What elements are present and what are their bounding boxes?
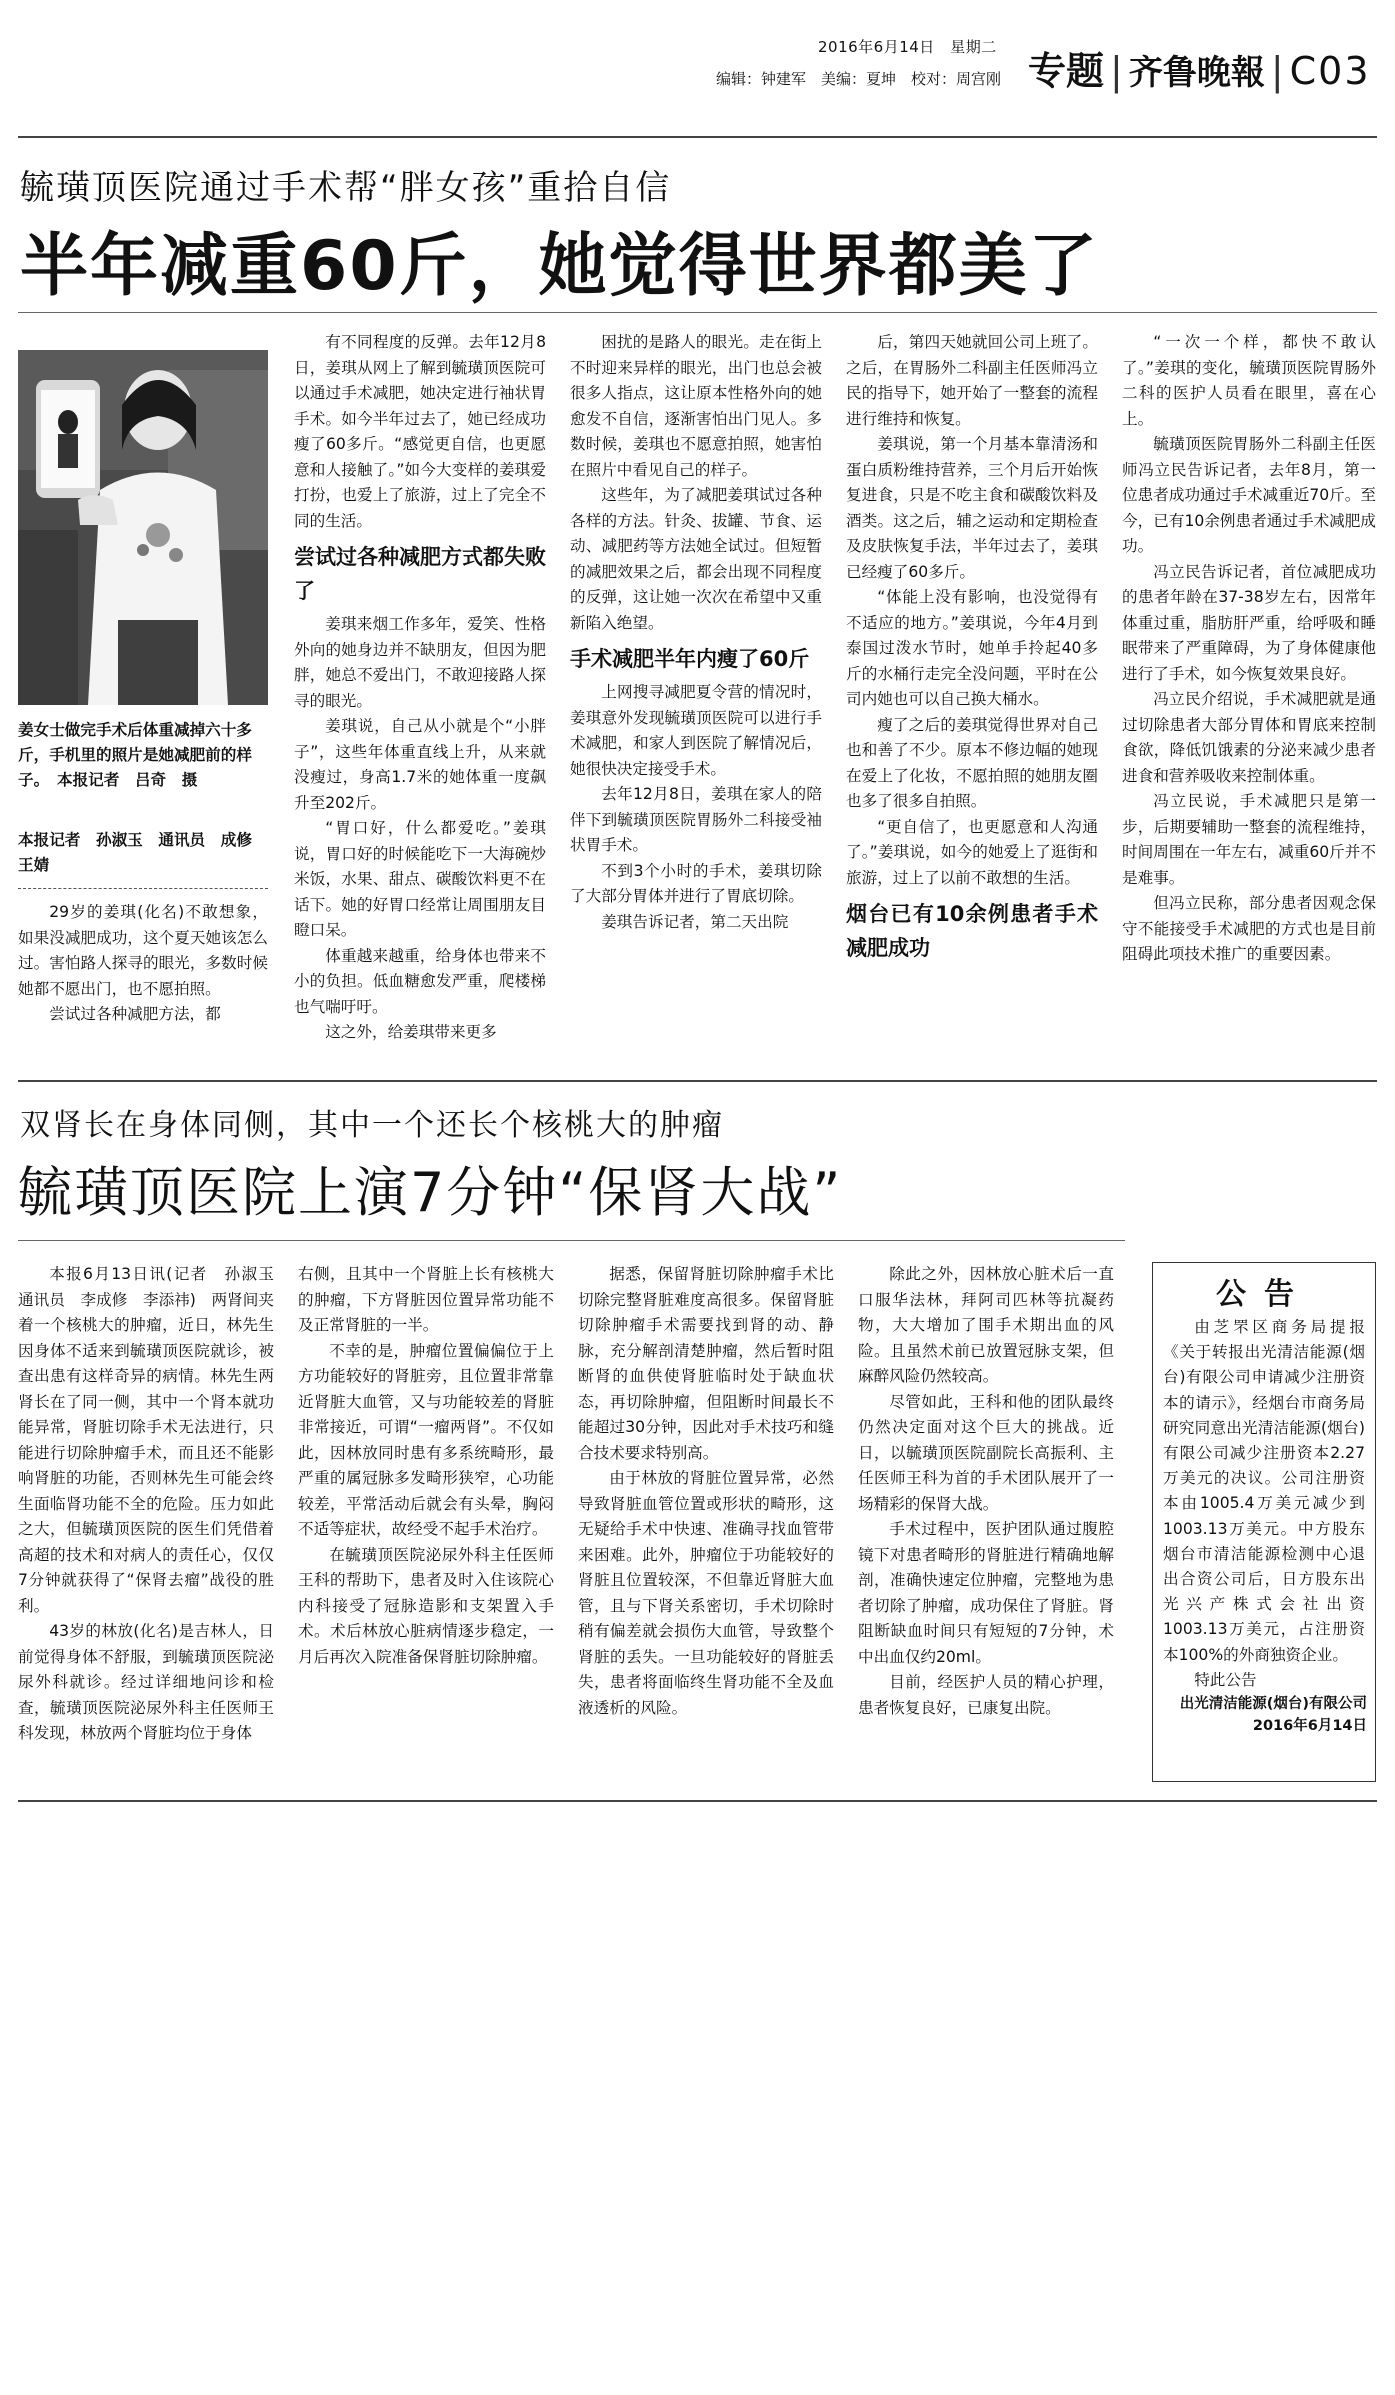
notice-title: 公告 bbox=[1216, 1277, 1312, 1312]
paragraph: 29岁的姜琪(化名)不敢想象，如果没减肥成功，这个夏天她该怎么过。害怕路人探寻的眼光，多数时候她都不愿出门，也不愿拍照。 bbox=[18, 903, 268, 998]
woman-with-phone-illustration bbox=[18, 350, 268, 705]
title-rule bbox=[18, 312, 1377, 313]
paragraph: 右侧，且其中一个肾脏上长有核桃大的肿瘤，下方肾脏因位置异常功能不及正常肾脏的一半。 bbox=[298, 1265, 554, 1334]
paragraph: 有不同程度的反弹。去年12月8日，姜琪从网上了解到毓璜顶医院可以通过手术减肥，她决定进行袖状胃手术。如今半年过去了，她已经成功瘦了60多斤。“感觉更自信，也更愿意和人接触了。”如今大变样的姜琪爱打扮，也爱上了旅游，过上了完全不同的生活。 bbox=[294, 333, 546, 530]
paragraph: 毓璜顶医院胃肠外二科副主任医师冯立民告诉记者，去年8月，第一位患者成功通过手术减重近70斤。至今，已有10余例患者通过手术减肥成功。 bbox=[1122, 435, 1376, 555]
article1-photo bbox=[18, 350, 268, 705]
title-rule bbox=[18, 1240, 1125, 1241]
article2-title: 毓璜顶医院上演7分钟“保肾大战” bbox=[18, 1161, 843, 1224]
article2-column-4 bbox=[858, 1262, 1114, 1782]
paragraph: 上网搜寻减肥夏令营的情况时，姜琪意外发现毓璜顶医院可以进行手术减肥，和家人到医院了解情况后，她很快决定接受手术。 bbox=[570, 683, 822, 778]
paragraph: 后，第四天她就回公司上班了。之后，在胃肠外二科副主任医师冯立民的指导下，她开始了一整套的流程进行维持和恢复。 bbox=[846, 333, 1098, 428]
section-heading: 烟台已有10余例患者手术减肥成功 bbox=[846, 902, 1098, 960]
section-heading: 尝试过各种减肥方式都失败了 bbox=[294, 545, 546, 603]
notice-body bbox=[1153, 1313, 1375, 1693]
paragraph: 冯立民告诉记者，首位减肥成功的患者年龄在37-38岁左右，因常年体重过重，脂肪肝严重，给呼吸和睡眠带来了严重障碍，为了身体健康他进行了手术，如今恢复效果良好。 bbox=[1122, 562, 1376, 683]
notice-closing: 特此公告 bbox=[1194, 1670, 1257, 1689]
page-number: C03 bbox=[1289, 49, 1371, 93]
paragraph: 由于林放的肾脏位置异常，必然导致肾脏血管位置或形状的畸形，这无疑给手术中快速、准确寻找血管带来困难。此外，肿瘤位于功能较好的肾脏且位置较深，不但靠近肾脏大血管，且与下肾关系密切，手术切除时稍有偏差就会损伤大血管，导致整个肾脏的丢失。一旦功能较好的肾脏丢失，患者将面临终生肾功能不全及血液透析的风险。 bbox=[578, 1469, 834, 1717]
paragraph: 体重越来越重，给身体也带来不小的负担。低血糖愈发严重，爬楼梯也气喘吁吁。 bbox=[294, 946, 546, 1016]
paragraph: 手术过程中，医护团队通过腹腔镜下对患者畸形的肾脏进行精确地解剖，准确快速定位肿瘤，完整地为患者切除了肿瘤，成功保住了肾脏。肾阻断缺血时间只有短短的7分钟，术中出血仅约20ml。 bbox=[858, 1520, 1114, 1666]
article1-subtitle: 毓璜顶医院通过手术帮“胖女孩”重拾自信 bbox=[20, 168, 672, 208]
bottom-rule bbox=[18, 1800, 1377, 1802]
photo-caption: 姜女士做完手术后体重减掉六十多斤，手机里的照片是她减肥前的样子。 本报记者 吕奇 摄 bbox=[18, 721, 252, 789]
paragraph: “胃口好，什么都爱吃。”姜琪说，胃口好的时候能吃下一大海碗炒米饭，水果、甜点、碳酸饮料更不在话下。她的好胃口经常让周围朋友目瞪口呆。 bbox=[294, 819, 546, 939]
section-name: 专题 bbox=[1028, 49, 1105, 93]
paragraph: 去年12月8日，姜琪在家人的陪伴下到毓璜顶医院胃肠外二科接受袖状胃手术。 bbox=[570, 785, 822, 854]
article-separator bbox=[18, 1080, 1377, 1082]
paragraph: 姜琪来烟工作多年，爱笑、性格外向的她身边并不缺朋友，但因为肥胖，她总不爱出门，不敢迎接路人探寻的眼光。 bbox=[294, 615, 546, 710]
paragraph: 但冯立民称，部分患者因观念保守不能接受手术减肥的方式也是目前阻碍此项技术推广的重要因素。 bbox=[1122, 894, 1376, 963]
article1-column-2 bbox=[294, 330, 546, 1060]
article2-column-1 bbox=[18, 1262, 290, 1782]
masthead: 专题 | 齐鲁晚報 | C03 bbox=[1028, 49, 1371, 93]
paragraph: 尝试过各种减肥方法，都 bbox=[49, 1005, 221, 1023]
paragraph: 冯立民说，手术减肥只是第一步，后期要辅助一整套的流程维持，时间周围在一年左右，减重60斤并不是难事。 bbox=[1122, 792, 1376, 887]
paragraph: 在毓璜顶医院泌尿外科主任医师王科的帮助下，患者及时入住该院心内科接受了冠脉造影和支架置入手术。术后林放心脏病情逐步稳定，一月后再次入院准备保肾脏切除肿瘤。 bbox=[298, 1545, 554, 1666]
paragraph: 这些年，为了减肥姜琪试过各种各样的方法。针灸、拔罐、节食、运动、减肥药等方法她全试过。但短暂的减肥效果之后，都会出现不同程度的反弹，这让她一次次在希望中又重新陷入绝望。 bbox=[570, 486, 822, 632]
notice-date: 2016年6月14日 bbox=[1252, 1718, 1367, 1735]
article1-byline: 本报记者 孙淑玉 通讯员 成修 王婧 bbox=[18, 831, 268, 874]
article2-column-3 bbox=[578, 1262, 834, 1782]
byline-divider bbox=[18, 888, 268, 889]
paragraph: 目前，经医护人员的精心护理，患者恢复良好，已康复出院。 bbox=[858, 1673, 1114, 1717]
article1-column-4 bbox=[846, 330, 1098, 1060]
paragraph: 姜琪说，自己从小就是个“小胖子”，这些年体重直线上升，从来就没瘦过，身高1.7米的她体重一度飙升至202斤。 bbox=[294, 717, 546, 812]
paragraph: 除此之外，因林放心脏术后一直口服华法林，拜阿司匹林等抗凝药物，大大增加了围手术期出血的风险。且虽然术前已放置冠脉支架，但麻醉风险仍然较高。 bbox=[858, 1265, 1114, 1385]
article1-title: 半年减重60斤，她觉得世界都美了 bbox=[20, 227, 1099, 306]
paragraph: 不幸的是，肿瘤位置偏偏位于上方功能较好的肾脏旁，且位置非常靠近肾脏大血管，又与功能较差的肾脏非常接近，可谓“一瘤两肾”。不仅如此，因林放同时患有多系统畸形，最严重的属冠脉多发畸形狭窄，心功能较差，平常活动后就会有头晕，胸闷不适等症状，故经受不起手术治疗。 bbox=[298, 1341, 554, 1538]
paragraph: 冯立民介绍说，手术减肥就是通过切除患者大部分胃体和胃底来控制食欲，降低饥饿素的分泌来减少患者进食和营养吸收来控制体重。 bbox=[1122, 690, 1376, 785]
section-heading: 手术减肥半年内瘦了60斤 bbox=[570, 647, 810, 671]
article1-column-3 bbox=[570, 330, 822, 1060]
header-rule bbox=[18, 136, 1377, 138]
paragraph: “一次一个样，都快不敢认了。”姜琪的变化，毓璜顶医院胃肠外二科的医护人员看在眼里，喜在心上。 bbox=[1122, 333, 1376, 428]
paragraph: 尽管如此，王科和他的团队最终仍然决定面对这个巨大的挑战。近日，以毓璜顶医院副院长高振利、主任医师王科为首的手术团队展开了一场精彩的保肾大战。 bbox=[858, 1392, 1114, 1513]
paragraph: “更自信了，也更愿意和人沟通了。”姜琪说，如今的她爱上了逛街和旅游，过上了以前不敢想的生活。 bbox=[846, 817, 1098, 887]
newspaper-logo: 齐鲁晚報 bbox=[1128, 53, 1265, 93]
article2-column-2 bbox=[298, 1262, 554, 1782]
paragraph: 姜琪告诉记者，第二天出院 bbox=[601, 912, 789, 931]
issue-date: 2016年6月14日 星期二 bbox=[818, 38, 997, 56]
public-notice bbox=[1152, 1262, 1376, 1782]
article2-subtitle: 双肾长在身体同侧，其中一个还长个核桃大的肿瘤 bbox=[20, 1108, 724, 1143]
article1-column-1 bbox=[18, 900, 268, 1060]
editor-credits: 编辑：钟建军 美编：夏坤 校对：周宫刚 bbox=[716, 70, 1002, 88]
paragraph: 姜琪说，第一个月基本靠清汤和蛋白质粉维持营养，三个月后开始恢复进食，只是不吃主食和碳酸饮料及酒类。这之后，辅之运动和定期检查及皮肤恢复手法，半年过去了，姜琪已经瘦了60多斤。 bbox=[846, 435, 1098, 581]
paragraph: 瘦了之后的姜琪觉得世界对自己也和善了不少。原本不修边幅的她现在爱上了化妆，不愿拍照的她朋友圈也多了很多自拍照。 bbox=[846, 715, 1098, 810]
paragraph: 本报6月13日讯(记者 孙淑玉 通讯员 李成修 李添祎) 两肾间夹着一个核桃大的肿瘤，近日，林先生因身体不适来到毓璜顶医院就诊，被查出患有这样奇异的病情。林先生两肾长在了同一侧，其中一个肾本就功能异常，肾脏切除手术无法进行，只能进行切除肿瘤手术，而且还不能影响肾脏的功能，否则林先生可能会终生面临肾功能不全的危险。压力如此之大，但毓璜顶医院的医生们凭借着高超的技术和对病人的责任心，仅仅7分钟就获得了“保肾去瘤”战役的胜利。 bbox=[18, 1265, 290, 1615]
paragraph: 不到3个小时的手术，姜琪切除了大部分胃体并进行了胃底切除。 bbox=[570, 861, 822, 905]
notice-text: 由芝罘区商务局提报《关于转报出光清洁能源(烟台)有限公司申请减少注册资本的请示》，经烟台市商务局研究同意出光清洁能源(烟台)有限公司减少注册资本2.27万美元的决议。公司注册资本由1005.4万美元减少到1003.13万美元。中方股东烟台市清洁能源检测中心退出合资公司后，日方股东出光兴产株式会社出资1003.13万美元，占注册资本100%的外商独资企业。 bbox=[1163, 1318, 1365, 1664]
paragraph: 困扰的是路人的眼光。走在街上不时迎来异样的眼光，出门也总会被很多人指点，这让原本性格外向的她愈发不自信，逐渐害怕出门见人。多数时候，姜琪也不愿意拍照，她害怕在照片中看见自己的样子。 bbox=[570, 333, 822, 479]
paragraph: “体能上没有影响，也没觉得有不适应的地方。”姜琪说，今年4月到泰国过泼水节时，她单手拎起40多斤的水桶行走完全没问题，平时在公司内她也可以自己换大桶水。 bbox=[846, 588, 1098, 708]
notice-signature: 出光清洁能源(烟台)有限公司 bbox=[1179, 1696, 1367, 1713]
paragraph: 43岁的林放(化名)是吉林人，日前觉得身体不舒服，到毓璜顶医院泌尿外科就诊。经过详细地问诊和检查，毓璜顶医院泌尿外科主任医师王科发现，林放两个肾脏均位于身体 bbox=[18, 1622, 274, 1742]
paragraph: 据悉，保留肾脏切除肿瘤手术比切除完整肾脏难度高很多。保留肾脏切除肿瘤手术需要找到肾的动、静脉，充分解剖清楚肿瘤，然后暂时阻断肾的血供使肾脏临时处于缺血状态，再切除肿瘤，但阻断时间最长不能超过30分钟，因此对手术技巧和缝合技术要求特别高。 bbox=[578, 1265, 834, 1462]
paragraph: 这之外，给姜琪带来更多 bbox=[325, 1023, 497, 1041]
article1-column-5 bbox=[1122, 330, 1376, 1060]
